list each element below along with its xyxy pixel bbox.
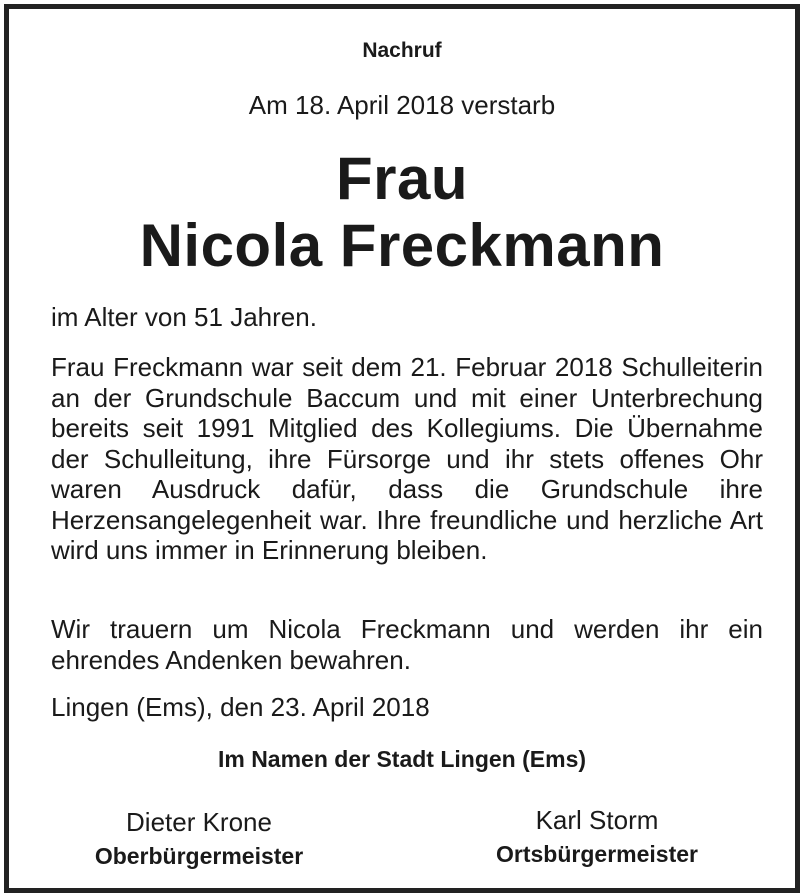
notice-content bbox=[9, 9, 795, 888]
age-line: im Alter von 51 Jahren. bbox=[51, 302, 317, 332]
deceased-name: Nicola Freckmann bbox=[139, 212, 665, 279]
deceased-salutation: Frau bbox=[335, 145, 469, 212]
mourning-paragraph: Wir trauern um Nicola Freckmann und werden ihr ein ehrendes Andenken bewahren. bbox=[51, 614, 763, 675]
signatory-name: Dieter Krone bbox=[126, 807, 272, 837]
signatory-name: Karl Storm bbox=[535, 805, 659, 835]
signatory-title: Ortsbürgermeister bbox=[496, 841, 698, 867]
tribute-paragraph: Frau Freckmann war seit dem 21. Februar 2018 Schulleiterin an der Grundschule Baccum und mit einer Unterbrechung bereits seit 1991 Mitglied des Kollegiums. Die Übernahme der Schulleitung, ihre Fürsorge und ihr stets offenes Ohr waren Ausdruck dafür, dass die Grundschule ihre Herzensangelegenheit war. Ihre freundliche und herzliche Art wird uns immer in Erinnerung bleiben. bbox=[51, 352, 763, 565]
place-and-date: Lingen (Ems), den 23. April 2018 bbox=[51, 692, 430, 722]
obituary-notice bbox=[4, 4, 800, 893]
signatory-right bbox=[427, 804, 767, 870]
death-date-line: Am 18. April 2018 verstarb bbox=[248, 90, 556, 120]
signatory-title: Oberbürgermeister bbox=[94, 843, 304, 869]
notice-heading: Nachruf bbox=[362, 39, 442, 62]
on-behalf-line: Im Namen der Stadt Lingen (Ems) bbox=[217, 746, 587, 772]
signatory-left bbox=[29, 806, 369, 872]
